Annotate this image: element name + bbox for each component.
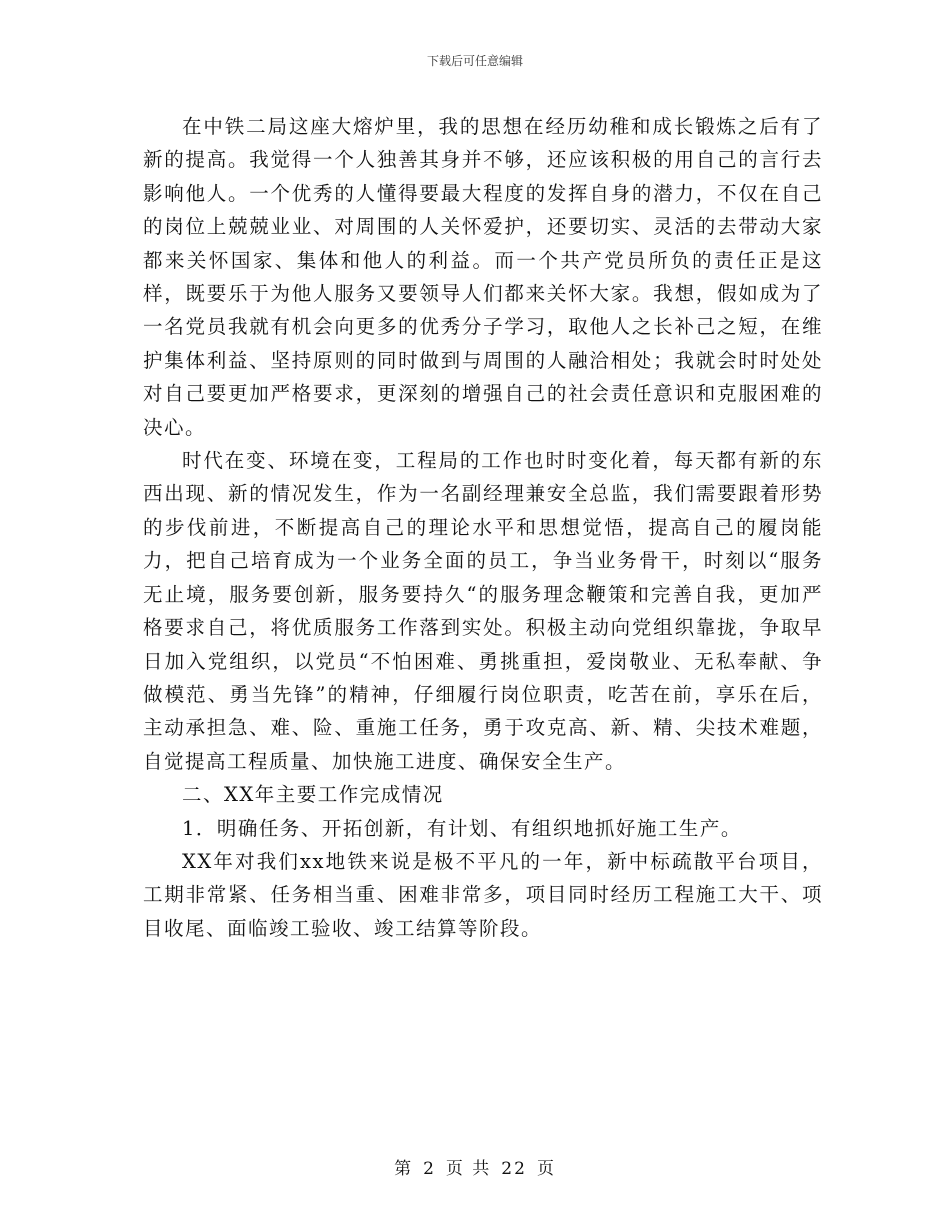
footer-suffix: 页: [536, 1159, 556, 1179]
footer-total-pages: 22: [501, 1159, 527, 1179]
footer-page-number: 2: [423, 1159, 436, 1179]
footer-middle: 页 共: [445, 1159, 492, 1179]
paragraph-year-summary: XX年对我们xx地铁来说是极不平凡的一年，新中标疏散平台项目，工期非常紧、任务相当重、困难非常多，项目同时经历工程施工大干、项目收尾、面临竣工验收、竣工结算等阶段。: [143, 849, 823, 940]
document-body: [143, 110, 823, 945]
page-header-note: 下载后可任意编辑: [426, 54, 523, 68]
footer-prefix: 第: [394, 1159, 414, 1179]
subheading-task-planning: 1．明确任务、开拓创新，有计划、有组织地抓好施工生产。: [182, 816, 742, 840]
paragraph-party-growth: 在中铁二局这座大熔炉里，我的思想在经历幼稚和成长锻炼之后有了新的提高。我觉得一个人独善其身并不够，还应该积极的用自己的言行去影响他人。一个优秀的人懂得要最大程度的发挥自身的潜力，不仅在自己的岗位上兢兢业业、对周围的人关怀爱护，还要切实、灵活的去带动大家都来关怀国家、集体和他人的利益。而一个共产党员所负的责任正是这样，既要乐于为他人服务又要领导人们都来关怀大家。我想，假如成为了一名党员我就有机会向更多的优秀分子学习，取他人之长补己之短，在维护集体利益、坚持原则的同时做到与周围的人融洽相处；我就会时时处处对自己要更加严格要求，更深刻的增强自己的社会责任意识和克服困难的决心。: [143, 115, 823, 439]
page-footer: [0, 1154, 950, 1179]
section-heading-work-completion: 二、XX年主要工作完成情况: [182, 783, 444, 807]
paragraph-times-change: 时代在变、环境在变，工程局的工作也时时变化着，每天都有新的东西出现、新的情况发生，作为一名副经理兼安全总监，我们需要跟着形势的步伐前进，不断提高自己的理论水平和思想觉悟，提高自己的履岗能力，把自己培育成为一个业务全面的员工，争当业务骨干，时刻以“服务无止境，服务要创新，服务要持久“的服务理念鞭策和完善自我，更加严格要求自己，将优质服务工作落到实处。积极主动向党组织靠拢，争取早日加入党组织，以党员“不怕困难、勇挑重担，爱岗敬业、无私奉献、争做模范、勇当先锋”的精神，仔细履行岗位职责，吃苦在前，享乐在后，主动承担急、难、险、重施工任务，勇于攻克高、新、精、尖技术难题，自觉提高工程质量、加快施工进度、确保安全生产。: [143, 449, 823, 773]
